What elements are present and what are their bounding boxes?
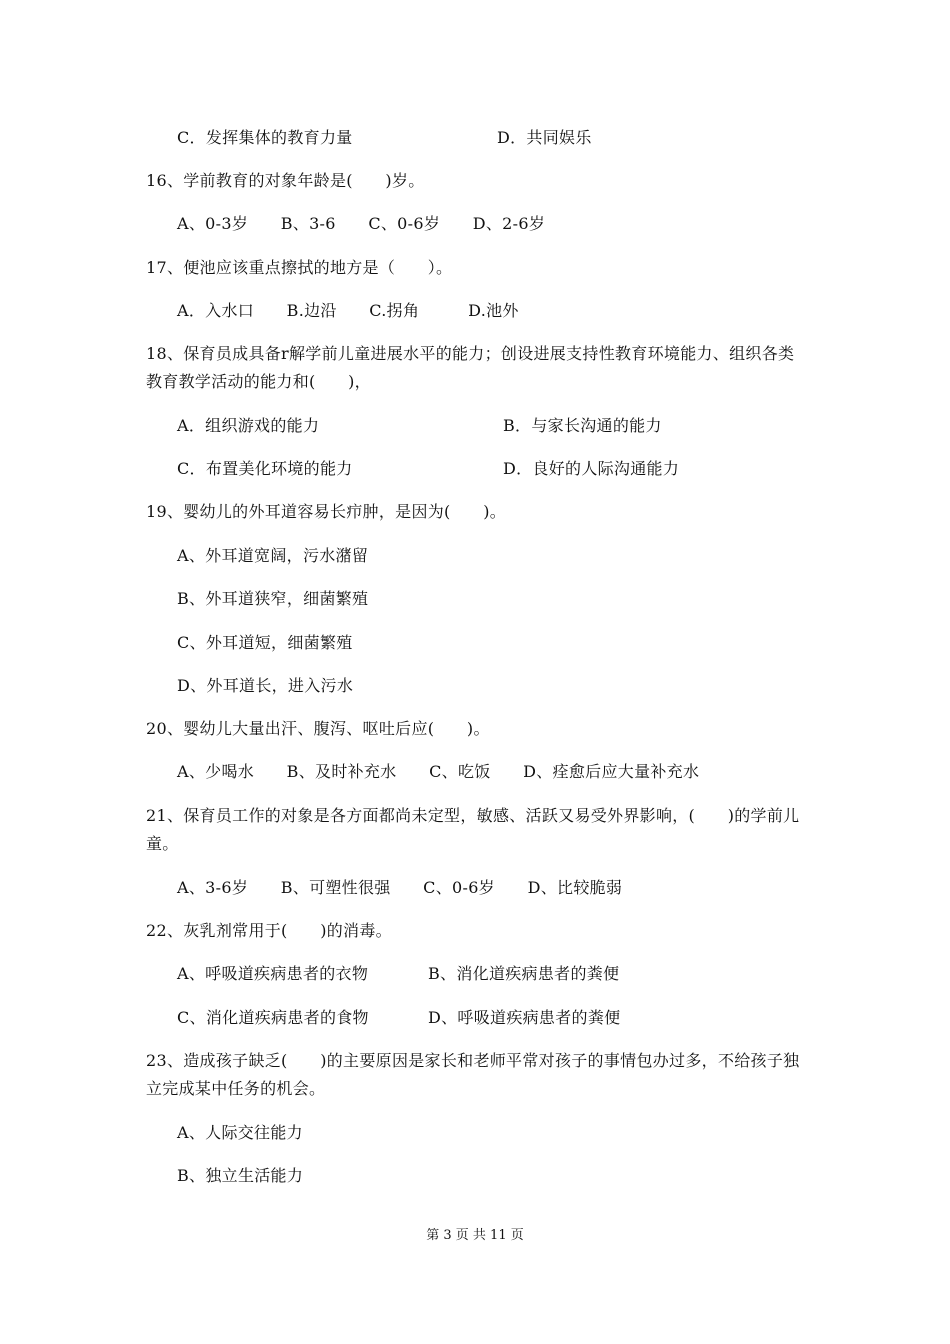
q21-options: A、3-6岁 B、可塑性很强 C、0-6岁 D、比较脆弱 <box>177 878 623 897</box>
q20-options: A、少喝水 B、及时补充水 C、吃饭 D、痊愈后应大量补充水 <box>177 762 700 781</box>
q18-option-d: D．良好的人际沟通能力 <box>503 459 680 478</box>
q22-option-c: C、消化道疾病患者的食物 <box>177 1008 369 1027</box>
q17-stem: 17、便池应该重点擦拭的地方是（ ）。 <box>146 258 453 277</box>
q23-stem-line2: 立完成某中任务的机会。 <box>146 1079 326 1098</box>
q22-option-a: A、呼吸道疾病患者的衣物 <box>177 964 369 983</box>
q18-option-b: B．与家长沟通的能力 <box>503 416 662 435</box>
page-number-footer: 第 3 页 共 11 页 <box>426 1228 524 1243</box>
q21-stem-line2: 童。 <box>146 834 179 853</box>
q19-option-d: D、外耳道长，进入污水 <box>177 676 354 695</box>
q16-options: A、0-3岁 B、3-6 C、0-6岁 D、2-6岁 <box>177 214 546 233</box>
q23-option-b: B、独立生活能力 <box>177 1166 304 1185</box>
q23-option-a: A、人际交往能力 <box>177 1123 303 1142</box>
q15-option-c: C．发挥集体的教育力量 <box>177 128 353 147</box>
q23-stem-line1: 23、造成孩子缺乏( )的主要原因是家长和老师平常对孩子的事情包办过多，不给孩子独 <box>146 1051 800 1070</box>
q22-option-d: D、呼吸道疾病患者的粪便 <box>428 1008 621 1027</box>
q22-stem: 22、灰乳剂常用于( )的消毒。 <box>146 921 392 940</box>
q21-stem-line1: 21、保育员工作的对象是各方面都尚未定型，敏感、活跃又易受外界影响，( )的学前儿 <box>146 806 800 825</box>
q18-option-a: A．组织游戏的能力 <box>177 416 320 435</box>
q20-stem: 20、婴幼儿大量出汗、腹泻、呕吐后应( )。 <box>146 719 490 738</box>
q16-stem: 16、学前教育的对象年龄是( )岁。 <box>146 171 425 190</box>
q19-option-b: B、外耳道狭窄，细菌繁殖 <box>177 589 369 608</box>
q19-option-c: C、外耳道短，细菌繁殖 <box>177 633 353 652</box>
q17-options: A．入水口 B.边沿 C.拐角 D.池外 <box>177 301 519 320</box>
q19-stem: 19、婴幼儿的外耳道容易长疖肿，是因为( )。 <box>146 502 507 521</box>
q18-stem-line1: 18、保育员成具备r解学前儿童进展水平的能力；创设进展支持性教育环境能力、组织各类 <box>146 344 795 363</box>
q18-option-c: C．布置美化环境的能力 <box>177 459 353 478</box>
q15-option-d: D．共同娱乐 <box>497 128 592 147</box>
q22-option-b: B、消化道疾病患者的粪便 <box>428 964 620 983</box>
q19-option-a: A、外耳道宽阔，污水潴留 <box>177 546 369 565</box>
q18-stem-line2: 教育教学活动的能力和( )， <box>146 372 371 391</box>
